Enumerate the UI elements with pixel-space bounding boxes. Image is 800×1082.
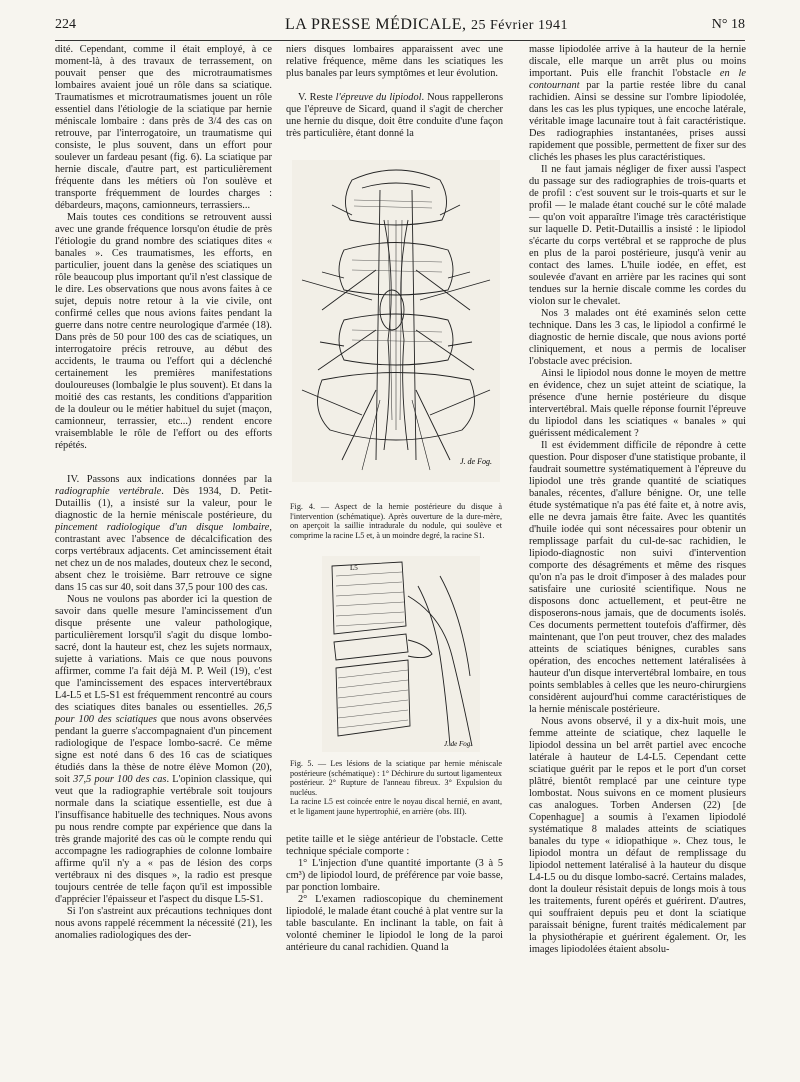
paragraph: Nous avons observé, il y a dix-huit mois, une femme atteinte de sciatique, chez laquelle le lipiodol dessina un bel arrêt partiel avec encoche latérale à hauteur de L4-L5. Cependant cette sciatique guérit par le repos et le port d'un corset plâtré, bientôt remplacé par une ceinture type lombostat. Nous suivons en ce moment plusieurs cas analogues. Torben Andersen (22) [de Copenhague] a soumis à l'examen lipiodolé systématique 8 malades atteints de sciatiques banales du type « idiopathique ». Chez tous, le lipiodol montra un défaut de remplissage du lipiodol nettement latéralisé à la hauteur du disque L4-L5 ou du disque lombo-sacré. Certains malades, dont la douleur résistait depuis de longs mois à tous les traitements, furent opérés et guérirent. D'autres, qui souffraient depuis peu et dont la sciatique paraissait bénigne, furent traités médicalement par la physiothérapie et guérirent également. Or, les images lipiodolées étaient absolu- xyxy=(529,716,746,955)
paragraph: 1° L'injection d'une quantité importante (3 à 5 cm³) de lipiodol lourd, de préférence par voie basse, par ponction lombaire. xyxy=(286,858,503,893)
paragraph: 2° L'examen radioscopique du cheminement lipiodolé, le malade étant couché à plat ventre sur la table basculante. En inclinant la table, on fait à volonté cheminer le lipiodol le long de la paroi antérieure du canal rachidien. Quand la xyxy=(286,894,503,953)
figure-4-illustration xyxy=(292,160,500,482)
figure-4-caption: Fig. 4. — Aspect de la hernie postérieure du disque à l'intervention (schématique). Après ouverture de la dure-mère, on aperçoit la saillie intradurale du nodule, qui soulève et comprime la racine L5 et, à un moindre degré, la racine S1. xyxy=(290,502,502,540)
paragraph: Nous ne voulons pas aborder ici la question de savoir dans quelle mesure l'amincissement d'un disque présente une valeur pathologique, particulièrement lorsqu'il s'agit du disque lombo-sacré, dont la hauteur est, chez les sujets normaux, sujette à variations. Mais ce que nous pouvons affirmer, comme l'a fait déjà M. P. Weil (19), c'est que l'amincissement des espaces intervertébraux L4-L5 et L5-S1 est fréquemment rencontré au cours des sciatiques dites banales ou essentielles. 26,5 pour 100 des sciatiques que nous avons observées pendant la guerre s'accompagnaient d'un pincement radiologique de l'espace lombo-sacré. Ce même signe est noté dans 6 des 16 cas de sciatiques étudiés dans la thèse de notre élève Momon (20), soit 37,5 pour 100 des cas. L'opinion classique, qui veut que la radiographie vertébrale soit toujours normale dans la sciatique essentielle, est due à l'insuffisance habituelle des techniques. Nous avons pu nous rendre compte par expérience que dans la très grande majorité des cas où le compte rendu qui accompagne les radiographies de colonne lombaire affirme qu'il n'y a « pas de lésion des corps vertébraux ni des disques », la radio est presque toujours centrée de telle façon qu'il est impossible d'apprécier l'épaisseur et l'aspect du disque L5-S1. xyxy=(55,594,272,905)
paragraph: Mais toutes ces conditions se retrouvent aussi avec une grande fréquence lorsqu'on étudie de près l'étiologie du grand nombre des sciatiques dites « banales ». Ces traumatismes, les efforts, en particulier, jouent dans la genèse des sciatiques un rôle beaucoup plus important qu'il n'est classique de le dire. Les observations que nous avons faites à ce sujet, depuis notre retour à la vie civile, ont confirmé celles que nous avions faites pendant la guerre dans notre centre neurologique d'armée (18). Dans près de 50 pour 100 des cas de sciatiques, un interrogatoire précis retrouve, au début des accidents, le trauma ou l'effort qui a déclenché certainement les premières manifestations douloureuses (lombalgie le plus souvent). Et dans la moitié des cas restants, les conditions d'apparition de la douleur ou le métier habituel du sujet (maçon, camionneur, terrassier, etc...) rendent encore vraisemblable le rôle de l'effort ou des efforts répétés. xyxy=(55,212,272,451)
page-number: 224 xyxy=(55,17,76,32)
paragraph: Il ne faut jamais négliger de fixer aussi l'aspect du passage sur des radiographies de trois-quarts et de profil : c'est souvent sur le trois-quarts et sur le profil — le malade étant couché sur le côté malade — qu'on voit apparaître l'image très caractéristique sur laquelle D. Petit-Dutaillis a insisté : le lipiodol s'écarte du corps vertébral et se rapproche de plus en plus de la paroi postérieure, jusqu'à venir au contact des lames. L'huile iodée, en effet, est soulevée d'avant en arrière par les racines qui sont tendues sur la hernie discale comme les cordes du violon sur le chevalet. xyxy=(529,164,746,307)
issue-date: 25 Février 1941 xyxy=(471,18,568,33)
paragraph: niers disques lombaires apparaissent avec une relative fréquence, même dans les sciatiques les plus banales par leurs symptômes et leur évolution. xyxy=(286,44,503,79)
paragraph: IV. Passons aux indications données par la radiographie vertébrale. Dès 1934, D. Petit-Dutaillis (1), a insisté sur la valeur, pour le diagnostic de la hernie méniscale postérieure, du pincement radiologique d'un disque lombaire, contrastant avec l'absence de décalcification des corps vertébraux adjacents. Cet amincissement était net chez un de nos malades, douteux chez le second, absent chez le troisième. Barr retrouve ce signe dans 15 cas sur 40, soit dans 37,5 pour 100 des cas. xyxy=(55,474,272,593)
column-1 xyxy=(55,44,272,942)
column-2-bottom xyxy=(286,834,503,954)
paragraph: Si l'on s'astreint aux précautions techniques dont nous avons rappelé récemment la nécessité (21), les anomalies radiologiques des der- xyxy=(55,906,272,941)
paragraph: Nos 3 malades ont été examinés selon cette technique. Dans les 3 cas, le lipiodol a confirmé le diagnostic de hernie discale, que nous avions porté cliniquement, et nous a permis de localiser l'obstacle avec précision. xyxy=(529,308,746,367)
spine-drawing xyxy=(292,160,500,482)
journal-name: LA PRESSE MÉDICALE, xyxy=(285,16,467,33)
paragraph: masse lipiodolée arrive à la hauteur de la hernie discale, elle marque un arrêt plus ou moins important. Puis elle franchit l'obstacle en le contournant par la partie restée libre du canal rachidien. Ainsi se dessine sur l'ombre lipiodolée, dans les cas les plus typiques, une encoche latérale, véritable image lacunaire tout à fait caractéristique. Des radiographies instantanées, prises aussi rapidement que possible, permettent de fixer sur des clichés les phases les plus caractéristiques. xyxy=(529,44,746,163)
paragraph: V. Reste l'épreuve du lipiodol. Nous rappellerons que l'épreuve de Sicard, quand il s'agit de chercher une hernie du disque, doit être conduite d'une façon très particulière, étant donné la xyxy=(286,92,503,139)
figure-5-illustration xyxy=(322,556,480,752)
figure-5-caption: Fig. 5. — Les lésions de la sciatique par hernie méniscale postérieure (schématique) : 1° Déchirure du surtout ligamenteux postérieur. 2° Rupture de l'anneau fibreux. 3° Expulsion du nucléus. La racine L5 est coincée entre le noyau discal hernié, en avant, et le ligament jaune hypertrophié, en arrière (obs. III). xyxy=(290,759,502,816)
journal-title xyxy=(285,16,568,34)
fig5-signature: J. de Fog. xyxy=(444,740,472,748)
paragraph: Il est évidemment difficile de répondre à cette question. Pour disposer d'une statistique probante, il faudrait soumettre systématiquement à l'épreuve du lipiodol une très grande quantité de sciatiques banales, récentes, d'allure bénigne. Or, une telle étude systématique n'a pas été faite et, à notre avis, elle ne devra jamais être faite. Avec les quantités d'huile iodée qui sont nécessaires pour obtenir un remplissage parfait du cul-de-sac rachidien, le lipiodo-diagnostic non suivi d'intervention comporte des désagréments et même des risques qu'on n'a pas le droit d'imposer à des malades pour satisfaire une curiosité scientifique. Nous ne disposons donc actuellement, et peut-être ne disposerons-nous jamais, que de documents isolés. Ces documents permettent toutefois d'affirmer, dès maintenant, que l'on peut trouver, chez des malades atteints de sciatiques bénignes, curables sans opération, des encoches nettement latéralisées à hauteur d'un disque intervertébral lombaire, en tous points semblables à celles que les neuro-chirurgiens considèrent aujourd'hui comme caractéristiques de la hernie méniscale postérieure. xyxy=(529,440,746,715)
paragraph: Ainsi le lipiodol nous donne le moyen de mettre en évidence, chez un sujet atteint de sciatique, la présence d'une hernie postérieure du disque intervertébral. Mais quelle réponse fournit l'épreuve du lipiodol dans les sciatiques « banales » qui guérissent médicalement ? xyxy=(529,368,746,439)
page-header xyxy=(55,17,745,39)
column-3 xyxy=(529,44,746,956)
disc-section-drawing xyxy=(322,556,480,752)
fig4-signature: J. de Fog. xyxy=(460,457,492,466)
paragraph: dité. Cependant, comme il était employé, à ce moment-là, à des travaux de terrassement, on pouvait penser que des microtraumatismes lombaires avaient joué un rôle dans sa sciatique. Traumatismes et microtraumatismes jouent un rôle essentiel dans l'étiologie de la sciatique par hernie méniscale lombaire : dans près de 3/4 des cas on retrouve, par l'interrogatoire, un traumatisme qui consiste, le plus souvent, dans un effort pour soulever un fardeau pesant (fig. 6). La sciatique par hernie discale, d'autre part, est particulièrement fréquente dans les métiers où l'on soulève et transporte fréquemment de lourdes charges : débardeurs, maçons, camionneurs, terrassiers... xyxy=(55,44,272,211)
column-2 xyxy=(286,44,503,140)
fig5-label: L5 xyxy=(350,564,358,572)
issue-number: N° 18 xyxy=(711,17,745,32)
header-rule xyxy=(55,40,745,41)
paragraph: petite taille et le siège antérieur de l'obstacle. Cette technique spéciale comporte : xyxy=(286,834,503,857)
